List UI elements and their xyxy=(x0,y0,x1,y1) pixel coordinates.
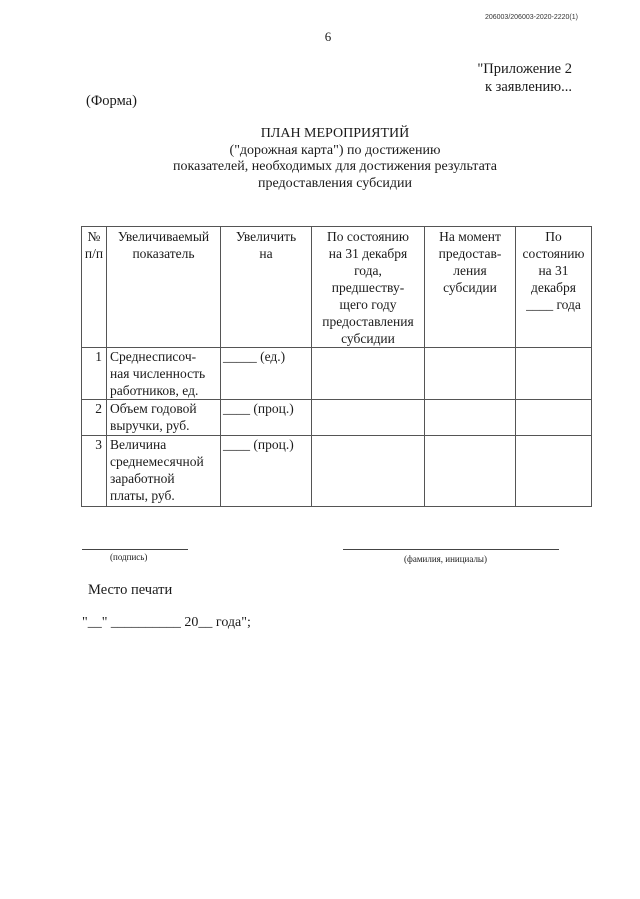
page-number: 6 xyxy=(324,29,332,44)
table-row xyxy=(82,436,592,507)
row-increase-value: ____ (проц.) xyxy=(221,400,312,436)
row-moment-value xyxy=(425,348,516,400)
stamp-label: Место печати xyxy=(88,582,173,598)
row-prev-year-value xyxy=(312,436,425,507)
document-id: 206003/206003-2020-2220(1) xyxy=(484,14,578,21)
row-year-end-value xyxy=(516,436,592,507)
signature-line xyxy=(82,549,188,550)
row-indicator: Среднесписоч- ная численность работников, ед. xyxy=(107,348,221,400)
document-title xyxy=(120,126,550,192)
row-number: 3 xyxy=(82,436,107,507)
row-moment-value xyxy=(425,436,516,507)
signature-caption: (подпись) xyxy=(110,552,148,562)
header-indicator: Увеличиваемый показатель xyxy=(107,227,221,348)
name-line xyxy=(343,549,559,550)
table-row xyxy=(82,400,592,436)
date-line: "__" __________ 20__ года"; xyxy=(82,615,251,630)
table-header-row xyxy=(82,227,592,348)
appendix-line-2: к заявлению... xyxy=(484,79,572,95)
row-prev-year-value xyxy=(312,348,425,400)
title-line-2: ("дорожная карта") по достижению xyxy=(229,142,441,158)
header-number: № п/п xyxy=(82,227,107,348)
header-prev-year-state: По состоянию на 31 декабря года, предшеству- щего году предоставления субсидии xyxy=(312,227,425,348)
header-subsidy-moment: На момент предостав- ления субсидии xyxy=(425,227,516,348)
row-indicator: Объем годовой выручки, руб. xyxy=(107,400,221,436)
row-increase-value: ____ (проц.) xyxy=(221,436,312,507)
row-prev-year-value xyxy=(312,400,425,436)
title-line-1: ПЛАН МЕРОПРИЯТИЙ xyxy=(260,126,410,141)
row-moment-value xyxy=(425,400,516,436)
table-row xyxy=(82,348,592,400)
name-caption: (фамилия, инициалы) xyxy=(404,554,487,564)
roadmap-table xyxy=(81,226,592,507)
title-line-3: показателей, необходимых для достижения результата xyxy=(173,159,497,174)
header-year-end-state: По состоянию на 31 декабря ____ года xyxy=(516,227,592,348)
row-increase-value: _____ (ед.) xyxy=(221,348,312,400)
row-number: 1 xyxy=(82,348,107,400)
appendix-line-1: "Приложение 2 xyxy=(477,61,572,77)
row-indicator: Величина среднемесячной заработной платы, руб. xyxy=(107,436,221,507)
row-year-end-value xyxy=(516,348,592,400)
header-increase: Увеличить на xyxy=(221,227,312,348)
row-number: 2 xyxy=(82,400,107,436)
form-label: (Форма) xyxy=(86,93,137,109)
appendix-note xyxy=(477,60,572,96)
row-year-end-value xyxy=(516,400,592,436)
title-line-4: предоставления субсидии xyxy=(257,175,413,191)
